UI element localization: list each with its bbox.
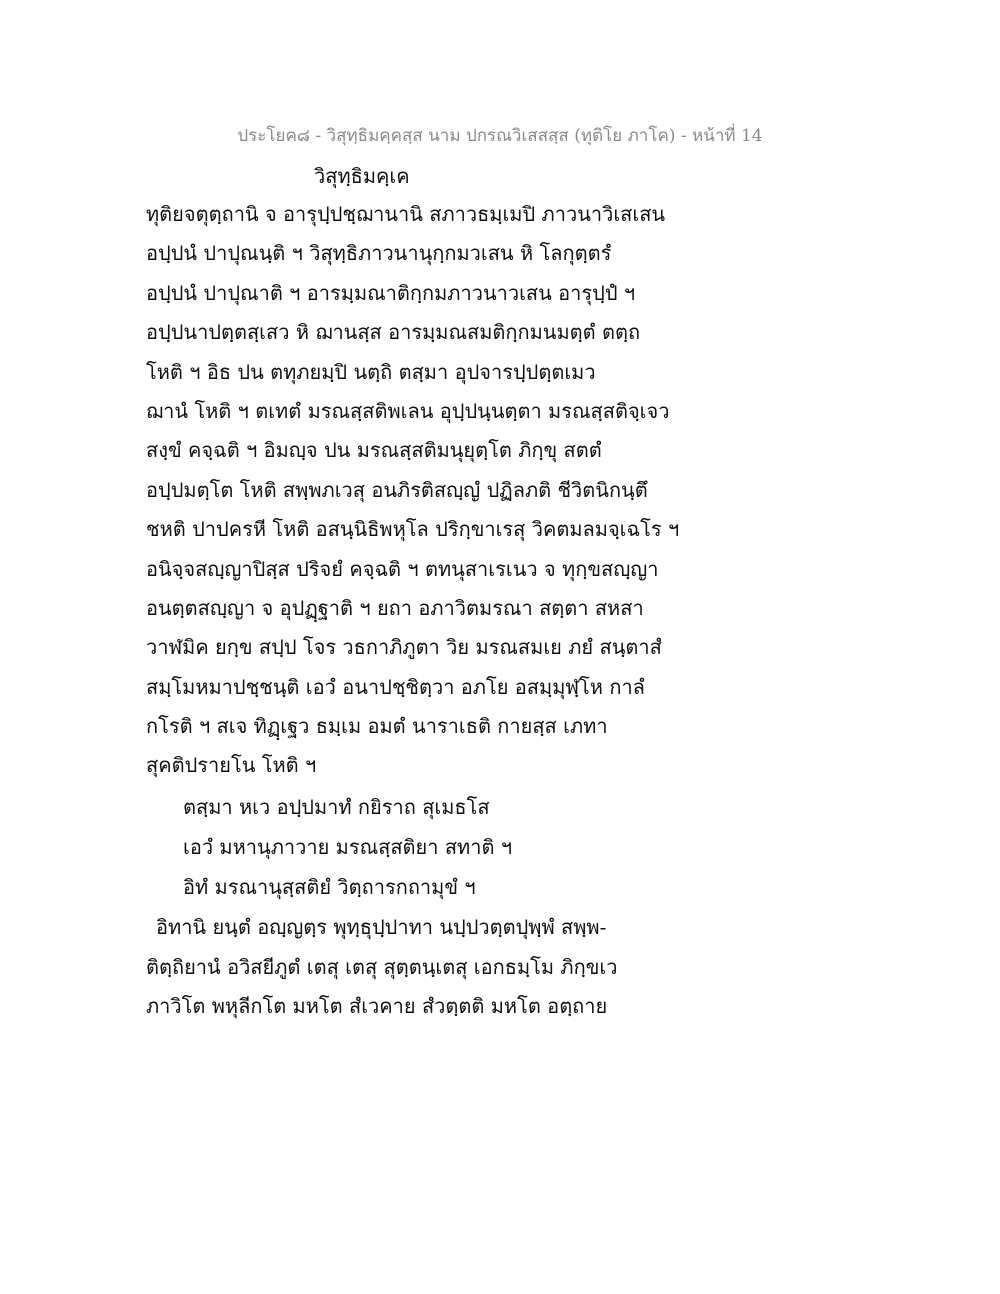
text-line: ฌานํ โหติ ฯ ตเทตํ มรณสฺสติพเลน อุปฺปนฺนตฺตา มรณสฺสติจฺเจว [146,398,670,423]
running-header: ประโยค๘ - วิสุทฺธิมคฺคสฺส นาม ปกรณวิเสสสฺส (ทุติโย ภาโค) - หน้าที่ 14 [237,126,763,146]
text-line: กโรติ ฯ สเจ ทิฏฺเฐว ธมฺเม อมตํ นาราเธติ กายสฺส เภทา [146,714,608,739]
text-line: อนตฺตสญฺญา จ อุปฏฺฐาติ ฯ ยถา อภาวิตมรณา สตฺตา สหสา [146,595,644,620]
text-line: อิทานิ ยนฺตํ อญฺญตฺร พุทฺธุปฺปาทา นปฺปวตฺตปุพฺพํ สพฺพ- [156,915,607,939]
text-line: ชหติ ปาปครหี โหติ อสนฺนิธิพหุโล ปริกฺขาเรสุ วิคตมลมจฺเฉโร ฯ [146,517,680,542]
continuation-text [146,913,617,1032]
text-line: อปฺปนํ ปาปุณาติ ฯ อารมฺมณาติกฺกมภาวนาวเสน อารุปฺปํ ฯ [146,280,636,305]
text-line: สงฺขํ คจฺฉติ ฯ อิมญฺจ ปน มรณสฺสติมนุยุตฺโต ภิกฺขุ สตตํ [146,438,602,463]
chapter-title: วิสุทฺธิมคฺเค [314,164,410,188]
text-line: โหติ ฯ อิธ ปน ตทุภยมฺปิ นตฺถิ ตสฺมา อุปจารปฺปตฺตเมว [146,359,596,384]
text-line: อนิจฺจสญฺญาปิสฺส ปริจยํ คจฺฉติ ฯ ตทนุสาเรเนว จ ทุกฺขสญฺญา [146,556,659,581]
verse-line: ตสฺมา หเว อปฺปมาทํ กยิราถ สุเมธโส [183,795,490,819]
text-line: สมฺโมหมาปชฺชนฺติ เอวํ อนาปชฺชิตฺวา อภโย อสมฺมุฬฺโห กาลํ [146,674,645,699]
text-line: ติตฺถิยานํ อวิสยีภูตํ เตสุ เตสุ สุตฺตนฺเตสุ เอกธมฺโม ภิกฺขเว [146,954,618,979]
text-line: วาฬมิค ยกฺข สปฺป โจร วธกาภิภูตา วิย มรณสมเย ภยํ สนฺตาสํ [146,635,662,660]
text-line: ภาวิโต พหุลีกโต มหโต สํเวคาย สํวตฺตติ มหโต อตฺถาย [146,994,608,1018]
text-line: อปฺปนํ ปาปุณนฺติ ฯ วิสุทฺธิภาวนานุกฺกมวเสน หิ โลกุตฺตรํ [146,241,612,266]
text-line: อปฺปมตฺโต โหติ สพฺพภเวสุ อนภิรติสญฺญํ ปฏิลภติ ชีวิตนิกนฺตึ [146,477,648,502]
verse-line: เอวํ มหานุภาวาย มรณสฺสติยา สทาติ ฯ [183,835,513,859]
text-line: ทุติยจตุตฺถานิ จ อารุปฺปชฺฌานานิ สภาวธมฺเมปิ ภาวนาวิเสเสน [146,202,666,226]
body-text [146,200,679,791]
text-line: สุคติปรายโน โหติ ฯ [146,753,317,778]
text-line: อปฺปนาปตฺตสฺเสว หิ ฌานสฺส อารมฺมณสมติกฺกมนมตฺตํ ตตฺถ [146,320,641,345]
verse-block [183,793,512,913]
verse-line: อิทํ มรณานุสฺสติยํ วิตฺถารกถามุขํ ฯ [183,875,476,899]
